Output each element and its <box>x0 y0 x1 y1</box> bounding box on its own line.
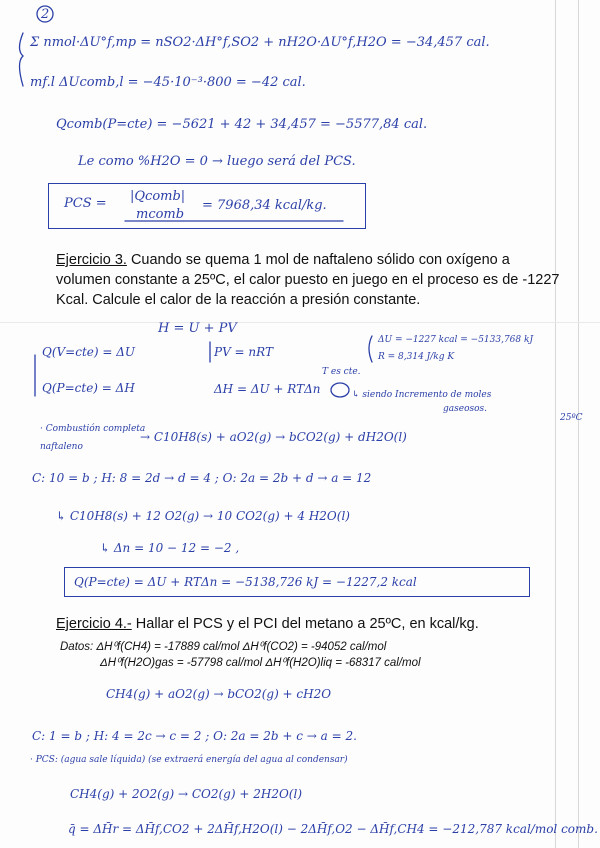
handwritten-note: ↳ siendo Incremento de moles <box>352 390 492 400</box>
handwritten-line: → C10H8(s) + aO2(g) → bCO2(g) + dH2O(l) <box>140 430 407 444</box>
handwritten-line: ↳ C10H8(s) + 12 O2(g) → 10 CO2(g) + 4 H2O(l) <box>56 509 350 523</box>
exercise-4-statement <box>56 614 566 634</box>
circled-dn <box>331 383 349 397</box>
handwritten-line: Q(V=cte) = ΔU <box>42 345 136 359</box>
handwritten-line: H = U + PV <box>158 321 237 336</box>
pcs-value: = 7968,34 kcal/kg. <box>202 198 327 213</box>
handwritten-note: naftaleno <box>40 442 83 452</box>
handwritten-line: ΔU = −1227 kcal = −5133,768 kJ <box>378 335 534 345</box>
page-number: 2 <box>41 7 50 22</box>
exercise-3-statement <box>56 250 566 310</box>
handwritten-line: CH4(g) + 2O2(g) → CO2(g) + 2H2O(l) <box>70 787 303 801</box>
handwritten-note: · PCS: (agua sale líquida) (se extraerá energía del agua al condensar) <box>30 755 348 765</box>
handwritten-line: R = 8,314 J/kg K <box>378 352 455 362</box>
exercise-3-heading: Ejercicio 3. <box>56 252 127 268</box>
handwritten-line: C: 1 = b ; H: 4 = 2c → c = 2 ; O: 2a = 2b + c → a = 2. <box>32 729 357 743</box>
exercise-4-heading: Ejercicio 4.- <box>56 616 132 632</box>
pcs-denominator: mcomb <box>136 207 185 222</box>
exercise-3-text: Cuando se quema 1 mol de naftaleno sólido con oxígeno a volumen constante a 25ºC, el calor puesto en juego en el proceso es de -1227 Kcal. Calcule el calor de la reacción a presión constante. <box>56 252 560 308</box>
handwritten-line: CH4(g) + aO2(g) → bCO2(g) + cH2O <box>106 687 332 701</box>
handwritten-line: Q(P=cte) = ΔU + RTΔn = −5138,726 kJ = −1227,2 kcal <box>74 575 417 589</box>
pcs-numerator: |Qcomb| <box>130 189 186 204</box>
exercise-4-data-line: ΔH⁰f(H2O)gas = -57798 cal/mol ΔH⁰f(H2O)liq = -68317 cal/mol <box>100 657 421 669</box>
brace-3 <box>369 336 372 362</box>
handwritten-line: ↳ Δn = 10 − 12 = −2 , <box>100 541 240 555</box>
handwritten-note: T es cte. <box>322 367 361 377</box>
handwritten-note: 25ºC <box>560 413 583 423</box>
exercise-4-data-line: Datos: ΔH⁰f(CH4) = -17889 cal/mol ΔH⁰f(CO2) = -94052 cal/mol <box>60 641 387 653</box>
handwritten-line: Le como %H2O = 0 → luego será del PCS. <box>78 154 356 169</box>
brace-1 <box>20 33 24 86</box>
handwritten-line: q̄ = ΔH̄r = ΔH̄f,CO2 + 2ΔH̄f,H2O(l) − 2ΔH̄f,O2 − ΔH̄f,CH4 = −212,787 kcal/mol comb. <box>68 822 598 836</box>
handwritten-line: Q(P=cte) = ΔH <box>42 381 135 395</box>
handwritten-line: C: 10 = b ; H: 8 = 2d → d = 4 ; O: 2a = 2b + d → a = 12 <box>32 471 372 485</box>
handwritten-line: PV = nRT <box>214 345 273 359</box>
handwritten-line: ΔH = ΔU + RTΔn <box>214 382 321 396</box>
exercise-4-text: Hallar el PCS y el PCI del metano a 25ºC, en kcal/kg. <box>135 616 479 632</box>
handwritten-line: Σ nmol·ΔU°f,mp = nSO2·ΔH°f,SO2 + nH2O·ΔU°f,H2O = −34,457 cal. <box>30 35 490 50</box>
handwritten-note: · Combustión completa <box>40 424 146 434</box>
pcs-label: PCS = <box>64 196 107 211</box>
handwritten-note: gaseosos. <box>443 404 488 414</box>
handwritten-line: mf.l ΔUcomb,l = −45·10⁻³·800 = −42 cal. <box>30 75 306 90</box>
handwritten-line: Qcomb(P=cte) = −5621 + 42 + 34,457 = −5577,84 cal. <box>56 117 428 132</box>
